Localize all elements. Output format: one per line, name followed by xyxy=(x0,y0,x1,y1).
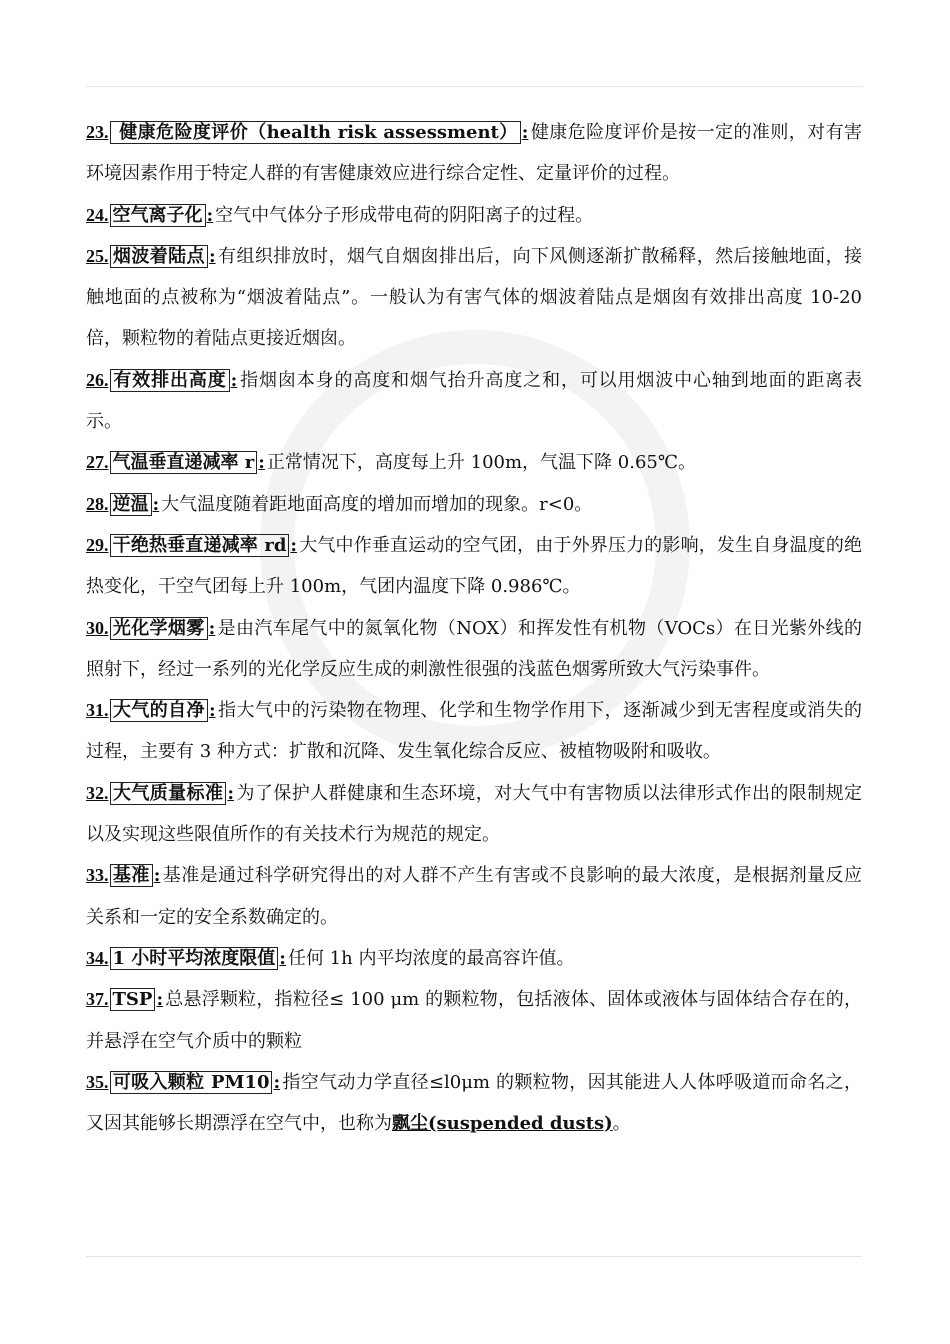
entry-number: 25. xyxy=(86,245,109,266)
entry-definition: 大气温度随着距地面高度的增加而增加的现象。r<0。 xyxy=(161,493,593,515)
entry-27 xyxy=(86,442,862,483)
entry-32 xyxy=(86,773,862,856)
entry-33 xyxy=(86,855,862,938)
entry-number: 29. xyxy=(86,534,109,555)
entry-emphasized-term: 飘尘(suspended dusts) xyxy=(392,1113,613,1135)
entry-separator: : xyxy=(279,947,286,969)
entry-number: 30. xyxy=(86,617,109,638)
entry-number: 28. xyxy=(86,493,109,514)
entry-34 xyxy=(86,938,862,979)
entry-separator: : xyxy=(152,493,160,515)
entry-separator: : xyxy=(273,1071,281,1093)
entry-30 xyxy=(86,608,862,691)
entry-term: 基准 xyxy=(110,864,153,887)
entry-term: 有效排出高度 xyxy=(110,369,230,392)
entry-number: 26. xyxy=(86,369,109,390)
entry-number: 33. xyxy=(86,865,109,886)
entry-23 xyxy=(86,112,862,195)
entry-term: 烟波着陆点 xyxy=(110,245,208,268)
entry-number: 27. xyxy=(86,452,109,473)
entry-definition: 是由汽车尾气中的氮氧化物（NOX）和挥发性有机物（VOCs）在日光紫外线的照射下，经过一系列的光化学反应生成的刺激性很强的浅蓝色烟雾所致大气污染事件。 xyxy=(86,617,863,680)
entry-separator: : xyxy=(258,452,265,474)
entry-separator: : xyxy=(290,534,298,556)
entry-definition: 空气中气体分子形成带电荷的阴阳离子的过程。 xyxy=(215,204,594,226)
entry-24 xyxy=(86,195,862,236)
glossary-content xyxy=(86,112,862,1144)
entry-37 xyxy=(86,979,862,1062)
entry-separator: : xyxy=(227,782,235,804)
entry-28 xyxy=(86,484,862,525)
entry-separator: : xyxy=(156,989,164,1011)
entry-number: 23. xyxy=(86,122,109,142)
entry-separator: : xyxy=(208,617,216,639)
entry-31 xyxy=(86,690,862,773)
entry-number: 37. xyxy=(86,989,109,1010)
entry-25 xyxy=(86,236,862,360)
entry-definition: 基准是通过科学研究得出的对人群不产生有害或不良影响的最大浓度，是根据剂量反应关系和一定的安全系数确定的。 xyxy=(86,865,862,928)
entry-term: 大气的自净 xyxy=(110,699,208,722)
entry-definition: 指大气中的污染物在物理、化学和生物学作用下，逐渐减少到无害程度或消失的过程，主要有 3 种方式：扩散和沉降、发生氧化综合反应、被植物吸附和吸收。 xyxy=(86,700,863,763)
entry-number: 24. xyxy=(86,204,109,225)
entry-definition: 指空气动力学直径≤l0μm 的颗粒物，因其能进人人体呼吸道而命名之，又因其能够长期漂浮在空气中，也称为 xyxy=(86,1071,862,1135)
entry-separator: : xyxy=(206,204,214,226)
entry-term: 气温垂直递减率 r xyxy=(110,451,258,474)
entry-separator: : xyxy=(230,369,238,391)
entry-term: 1 小时平均浓度限值 xyxy=(110,947,279,970)
entry-number: 35. xyxy=(86,1071,109,1092)
entry-separator: : xyxy=(521,122,529,143)
page-top-rule xyxy=(86,86,862,87)
entry-number: 31. xyxy=(86,700,109,721)
entry-definition: 正常情况下，高度每上升 100m，气温下降 0.65℃。 xyxy=(266,452,696,474)
entry-26 xyxy=(86,360,862,443)
entry-term: TSP xyxy=(110,988,156,1011)
entry-separator: : xyxy=(208,245,216,267)
entry-term: 逆温 xyxy=(110,493,152,516)
entry-definition: 为了保护人群健康和生态环境，对大气中有害物质以法律形式作出的限制规定以及实现这些限值所作的有关技术行为规范的规定。 xyxy=(86,782,863,846)
entry-tail: 。 xyxy=(612,1113,631,1135)
entry-definition: 有组织排放时，烟气自烟囱排出后，向下风侧逐渐扩散稀释，然后接触地面，接触地面的点被称为“烟波着陆点”。一般认为有害气体的烟波着陆点是烟囱有效排出高度 10-20 倍，颗粒物的着陆点更接近烟囱。 xyxy=(86,245,863,350)
entry-29 xyxy=(86,525,862,608)
entry-term: 空气离子化 xyxy=(110,204,206,227)
entry-term: 健康危险度评价（health risk assessment） xyxy=(110,121,521,144)
entry-definition: 指烟囱本身的高度和烟气抬升高度之和，可以用烟波中心轴到地面的距离表示。 xyxy=(86,369,863,433)
entry-definition: 总悬浮颗粒，指粒径≤ 100 μm 的颗粒物，包括液体、固体或液体与固体结合存在的，并悬浮在空气介质中的颗粒 xyxy=(86,989,862,1052)
entry-term: 干绝热垂直递减率 rd xyxy=(110,534,290,557)
entry-35 xyxy=(86,1062,862,1145)
entry-separator: : xyxy=(153,865,161,887)
entry-definition: 健康危险度评价是按一定的准则，对有害环境因素作用于特定人群的有害健康效应进行综合定性、定量评价的过程。 xyxy=(86,122,863,185)
entry-term: 光化学烟雾 xyxy=(110,617,208,640)
entry-term: 可吸入颗粒 PM10 xyxy=(110,1071,273,1094)
page-bottom-rule xyxy=(86,1256,862,1257)
entry-term: 大气质量标准 xyxy=(110,782,227,805)
entry-separator: : xyxy=(208,700,216,722)
entry-definition: 任何 1h 内平均浓度的最高容许值。 xyxy=(287,947,575,969)
entry-definition: 大气中作垂直运动的空气团，由于外界压力的影响，发生自身温度的绝热变化，干空气团每上升 100m，气团内温度下降 0.986℃。 xyxy=(86,534,862,598)
entry-number: 32. xyxy=(86,782,109,803)
entry-number: 34. xyxy=(86,947,109,968)
